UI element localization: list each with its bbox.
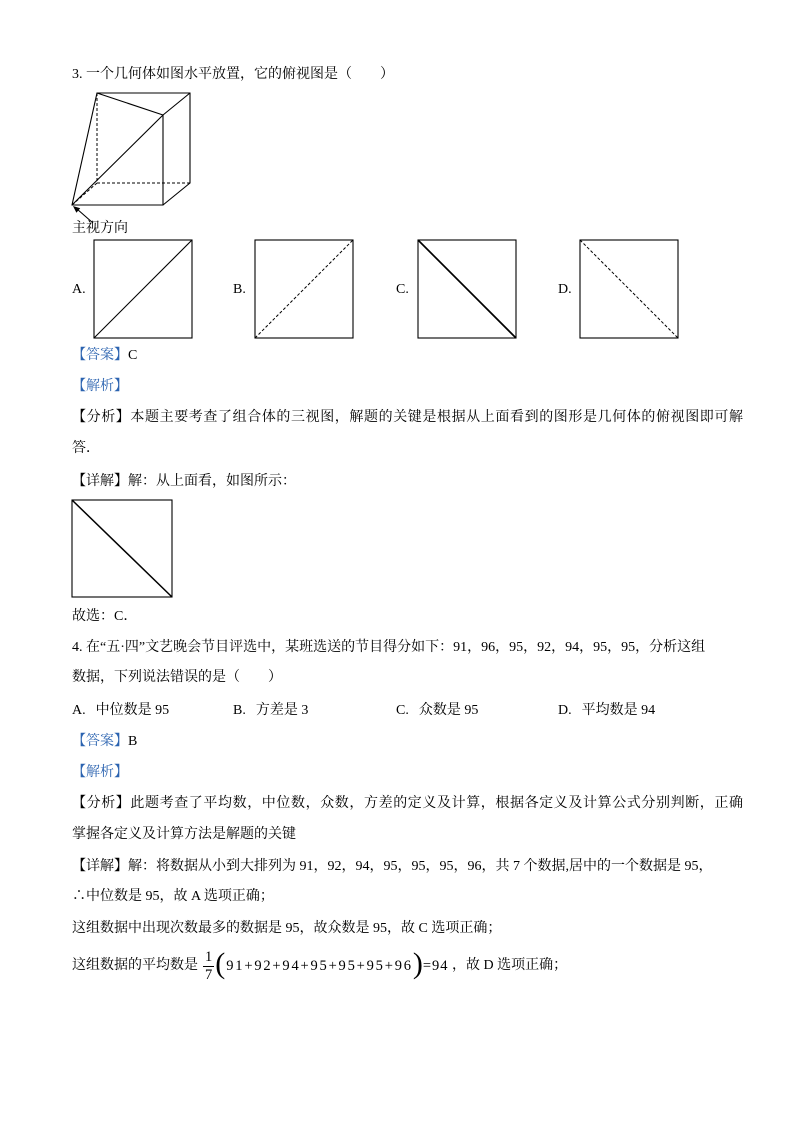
q4-fenxi-line2: 掌握各定义及计算方法是解题的关键 (72, 827, 296, 842)
fenxi-tag: 【分析】 (72, 410, 131, 425)
q4-xiangjie-line1 (72, 857, 713, 877)
mean-suffix: ，故 D 选项正确； (448, 958, 568, 973)
q3-answer-line (72, 346, 137, 366)
answer-tag: 【答案】 (72, 348, 128, 363)
fenxi-text: 本题主要考查了组合体的三视图，解题的关键是根据从上面看到的图形是几何体的俯视图即可解 (130, 410, 744, 425)
q4-stem-line2: 数据，下列说法错误的是（ ） (72, 670, 282, 685)
q4-option-a (72, 701, 169, 721)
option-label: D. (558, 703, 572, 718)
q4-fenxi-line (72, 794, 744, 814)
q4-stem-line1: 4. 在“五·四”文艺晚会节目评选中，某班选送的节目得分如下：91，96，95，92，94，95，95，分析这组 (72, 640, 706, 655)
q4-option-b (233, 701, 308, 721)
paren-close: ) (412, 947, 423, 980)
q4-xiangjie-line2: ∴中位数是 95，故 A 选项正确； (72, 889, 274, 904)
q3-option-c-figure (417, 239, 517, 339)
q3-xiangjie-line (72, 472, 296, 492)
option-text: 中位数是 95 (95, 703, 170, 718)
xiangjie-text: 解：从上面看，如图所示： (128, 474, 296, 489)
q3-analysis-tag: 【解析】 (72, 379, 128, 394)
view-direction-label: 主视方向 (72, 221, 128, 236)
q4-mean-line (72, 946, 567, 986)
fraction-numerator: 1 (205, 948, 213, 965)
q3-top-view-figure (71, 499, 173, 599)
option-label: B. (233, 703, 246, 718)
q4-option-c (396, 701, 478, 721)
q3-stem: 3. 一个几何体如图水平放置，它的俯视图是（ ） (72, 67, 394, 82)
option-label: A. (72, 703, 86, 718)
fraction-denominator: 7 (205, 966, 213, 983)
mean-prefix: 这组数据的平均数是 (72, 958, 198, 973)
q3-fenxi-line2: 答． (72, 441, 100, 456)
q3-option-a-figure (93, 239, 193, 339)
mean-fraction (203, 949, 214, 984)
q3-conclusion: 故选：C． (72, 609, 138, 624)
q3-option-c-label: C. (396, 282, 409, 297)
option-text: 众数是 95 (418, 703, 479, 718)
mean-result: =94 (422, 958, 449, 974)
q3-solid-figure (66, 88, 196, 228)
fenxi-text: 此题考查了平均数，中位数，众数，方差的定义及计算，根据各定义及计算公式分别判断，正确 (130, 796, 744, 811)
option-text: 平均数是 94 (581, 703, 656, 718)
answer-tag: 【答案】 (72, 734, 128, 749)
paren-open: ( (215, 947, 226, 980)
option-text: 方差是 3 (255, 703, 309, 718)
mean-sum: 91+92+94+95+95+95+96 (226, 958, 413, 974)
q4-answer-line (72, 732, 137, 752)
q3-fenxi-line (72, 408, 744, 428)
answer-value: C (128, 348, 138, 363)
q3-option-b-label: B. (233, 282, 246, 297)
q3-option-b-figure (254, 239, 354, 339)
q4-analysis-tag: 【解析】 (72, 765, 128, 780)
answer-value: B (128, 734, 138, 749)
fenxi-tag: 【分析】 (72, 796, 131, 811)
q3-option-a-label: A. (72, 282, 86, 297)
xiangjie-tag: 【详解】 (72, 859, 128, 874)
q3-option-d-label: D. (558, 282, 572, 297)
xiangjie-tag: 【详解】 (72, 474, 128, 489)
q4-option-d (558, 701, 655, 721)
option-label: C. (396, 703, 409, 718)
q3-option-d-figure (579, 239, 679, 339)
q4-xiangjie-line3: 这组数据中出现次数最多的数据是 95，故众数是 95，故 C 选项正确； (72, 921, 502, 936)
xiangjie-text: 解：将数据从小到大排列为 91，92，94，95，95，95，96，共 7 个数据,居中的一个数据是 95， (128, 859, 713, 874)
